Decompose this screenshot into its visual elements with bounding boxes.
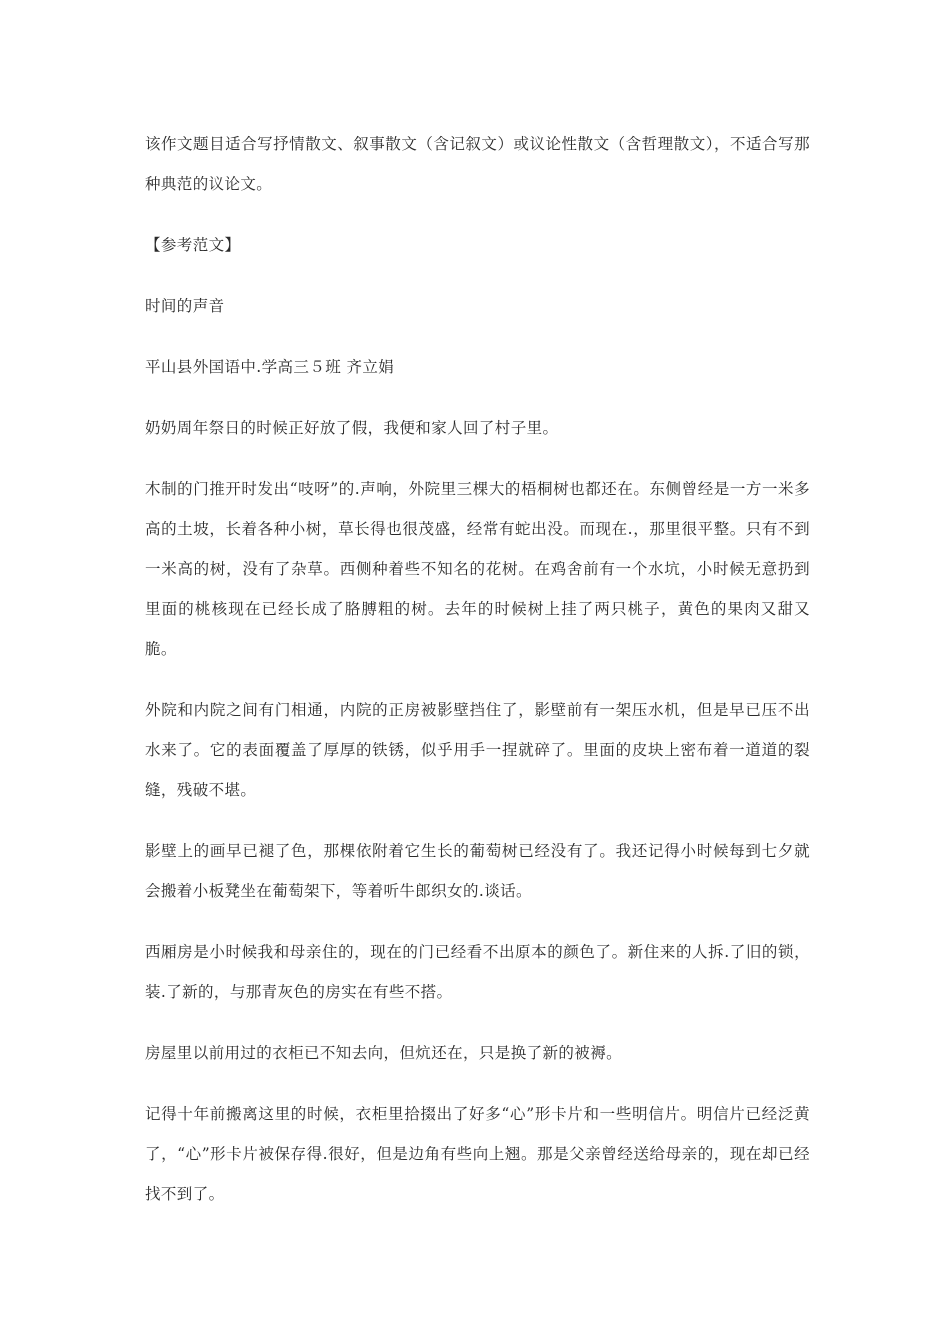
essay-paragraph: 影壁上的画早已褪了色，那棵依附着它生长的葡萄树已经没有了。我还记得小时候每到七夕就会搬着小板凳坐在葡萄架下，等着听牛郎织女的.谈话。: [145, 842, 810, 900]
intro-paragraph: 该作文题目适合写抒情散文、叙事散文（含记叙文）或议论性散文（含哲理散文），不适合写那种典范的议论文。: [145, 135, 810, 193]
essay-paragraph: 记得十年前搬离这里的时候，衣柜里拾掇出了好多“心”形卡片和一些明信片。明信片已经泛黄了，“心”形卡片被保存得.很好，但是边角有些向上翘。那是父亲曾经送给母亲的，现在却已经找不到了。: [145, 1105, 810, 1203]
section-label: 【参考范文】: [145, 236, 241, 254]
document-body: [145, 124, 810, 1235]
essay-paragraph: 西厢房是小时候我和母亲住的，现在的门已经看不出原本的颜色了。新住来的人拆.了旧的锁，装.了新的，与那青灰色的房实在有些不搭。: [145, 943, 810, 1001]
essay-title: 时间的声音: [145, 297, 225, 315]
essay-paragraph: 房屋里以前用过的衣柜已不知去向，但炕还在，只是换了新的被褥。: [145, 1044, 623, 1062]
essay-author: 平山县外国语中.学高三５班 齐立娟: [145, 358, 395, 376]
essay-paragraph: 木制的门推开时发出“吱呀”的.声响，外院里三棵大的梧桐树也都还在。东侧曾经是一方一米多高的土坡，长着各种小树，草长得也很茂盛，经常有蛇出没。而现在.，那里很平整。只有不到一米高的树，没有了杂草。西侧种着些不知名的花树。在鸡舍前有一个水坑，小时候无意扔到里面的桃核现在已经长成了胳膊粗的树。去年的时候树上挂了两只桃子，黄色的果肉又甜又脆。: [145, 480, 810, 658]
essay-paragraph: 奶奶周年祭日的时候正好放了假，我便和家人回了村子里。: [145, 419, 559, 437]
essay-paragraph: 外院和内院之间有门相通，内院的正房被影壁挡住了，影壁前有一架压水机，但是早已压不出水来了。它的表面覆盖了厚厚的铁锈，似乎用手一捏就碎了。里面的皮块上密布着一道道的裂缝，残破不堪。: [145, 701, 810, 799]
